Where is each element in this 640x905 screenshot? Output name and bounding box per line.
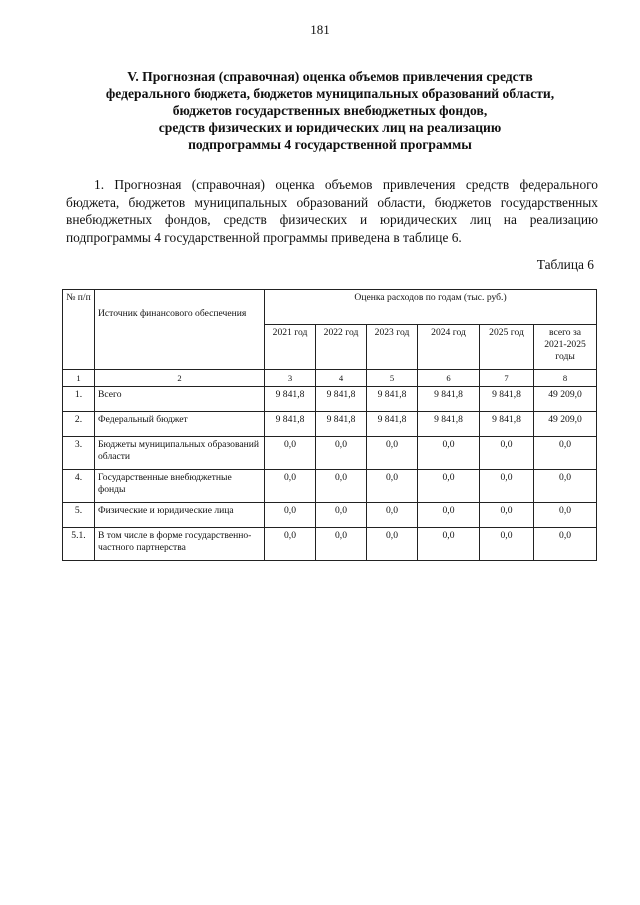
page-number: 181 bbox=[310, 22, 330, 37]
table-row bbox=[63, 412, 597, 437]
row-value: 0,0 bbox=[367, 503, 418, 528]
heading-line-3: бюджетов государственных внебюджетных фондов, bbox=[172, 103, 488, 118]
row-source: Физические и юридические лица bbox=[95, 503, 265, 528]
table-header-row bbox=[63, 290, 597, 325]
row-value: 0,0 bbox=[265, 503, 316, 528]
row-value: 49 209,0 bbox=[534, 412, 597, 437]
body-paragraph: 1. Прогнозная (справочная) оценка объемов привлечения средств федерального бюджета, бюджетов муниципальных образований области, бюджетов государственных внебюджетных фондов, средств физических и юридических лиц на реализацию подпрограммы 4 государственной программы приведена в таблице 6. bbox=[66, 177, 598, 245]
row-num: 3. bbox=[63, 437, 95, 470]
heading-line-5: подпрограммы 4 государственной программы bbox=[188, 137, 472, 152]
row-source: Федеральный бюджет bbox=[95, 412, 265, 437]
row-value: 0,0 bbox=[265, 437, 316, 470]
row-value: 0,0 bbox=[265, 528, 316, 561]
row-num: 2. bbox=[63, 412, 95, 437]
row-source: Бюджеты муниципальных образований области bbox=[95, 437, 265, 470]
row-value: 9 841,8 bbox=[480, 387, 534, 412]
row-value: 0,0 bbox=[418, 503, 480, 528]
index-cell: 1 bbox=[63, 370, 95, 387]
index-cell: 6 bbox=[418, 370, 480, 387]
row-num: 5.1. bbox=[63, 528, 95, 561]
row-value: 0,0 bbox=[534, 503, 597, 528]
table-row bbox=[63, 470, 597, 503]
row-source: Государственные внебюджетные фонды bbox=[95, 470, 265, 503]
row-num: 4. bbox=[63, 470, 95, 503]
table-row bbox=[63, 387, 597, 412]
header-year-2025: 2025 год bbox=[480, 325, 534, 370]
row-value: 0,0 bbox=[265, 470, 316, 503]
row-value: 49 209,0 bbox=[534, 387, 597, 412]
header-year-2021: 2021 год bbox=[265, 325, 316, 370]
row-value: 0,0 bbox=[480, 503, 534, 528]
header-num: № п/п bbox=[63, 290, 95, 370]
row-value: 9 841,8 bbox=[367, 387, 418, 412]
header-estimate: Оценка расходов по годам (тыс. руб.) bbox=[265, 290, 597, 325]
row-value: 0,0 bbox=[480, 528, 534, 561]
index-cell: 3 bbox=[265, 370, 316, 387]
row-value: 0,0 bbox=[480, 470, 534, 503]
heading-line-2: федерального бюджета, бюджетов муниципальных образований области, bbox=[105, 86, 555, 101]
row-value: 9 841,8 bbox=[367, 412, 418, 437]
row-num: 1. bbox=[63, 387, 95, 412]
row-value: 9 841,8 bbox=[480, 412, 534, 437]
table-row bbox=[63, 503, 597, 528]
header-year-2024: 2024 год bbox=[418, 325, 480, 370]
row-num: 5. bbox=[63, 503, 95, 528]
row-value: 9 841,8 bbox=[265, 412, 316, 437]
row-value: 0,0 bbox=[534, 437, 597, 470]
index-cell: 2 bbox=[95, 370, 265, 387]
header-total: всего за 2021-2025 годы bbox=[534, 325, 597, 370]
row-value: 0,0 bbox=[316, 437, 367, 470]
index-cell: 5 bbox=[367, 370, 418, 387]
row-value: 0,0 bbox=[316, 470, 367, 503]
header-year-2023: 2023 год bbox=[367, 325, 418, 370]
table-caption: Таблица 6 bbox=[536, 257, 594, 272]
row-source: Всего bbox=[95, 387, 265, 412]
row-source: В том числе в форме государственно-частного партнерства bbox=[95, 528, 265, 561]
row-value: 0,0 bbox=[316, 503, 367, 528]
section-heading bbox=[60, 68, 600, 153]
row-value: 0,0 bbox=[534, 528, 597, 561]
heading-line-1: V. Прогнозная (справочная) оценка объемов привлечения средств bbox=[127, 69, 533, 84]
row-value: 0,0 bbox=[534, 470, 597, 503]
row-value: 0,0 bbox=[418, 470, 480, 503]
table-row bbox=[63, 437, 597, 470]
row-value: 0,0 bbox=[418, 437, 480, 470]
row-value: 9 841,8 bbox=[316, 387, 367, 412]
row-value: 0,0 bbox=[418, 528, 480, 561]
row-value: 0,0 bbox=[480, 437, 534, 470]
row-value: 9 841,8 bbox=[418, 387, 480, 412]
index-cell: 8 bbox=[534, 370, 597, 387]
row-value: 0,0 bbox=[367, 528, 418, 561]
row-value: 0,0 bbox=[367, 437, 418, 470]
row-value: 9 841,8 bbox=[418, 412, 480, 437]
table-index-row bbox=[63, 370, 597, 387]
header-source: Источник финансового обеспечения bbox=[95, 290, 265, 370]
index-cell: 4 bbox=[316, 370, 367, 387]
index-cell: 7 bbox=[480, 370, 534, 387]
row-value: 9 841,8 bbox=[265, 387, 316, 412]
row-value: 9 841,8 bbox=[316, 412, 367, 437]
row-value: 0,0 bbox=[316, 528, 367, 561]
heading-line-4: средств физических и юридических лиц на реализацию bbox=[158, 120, 502, 135]
financing-table bbox=[62, 289, 597, 561]
row-value: 0,0 bbox=[367, 470, 418, 503]
table-row bbox=[63, 528, 597, 561]
header-year-2022: 2022 год bbox=[316, 325, 367, 370]
